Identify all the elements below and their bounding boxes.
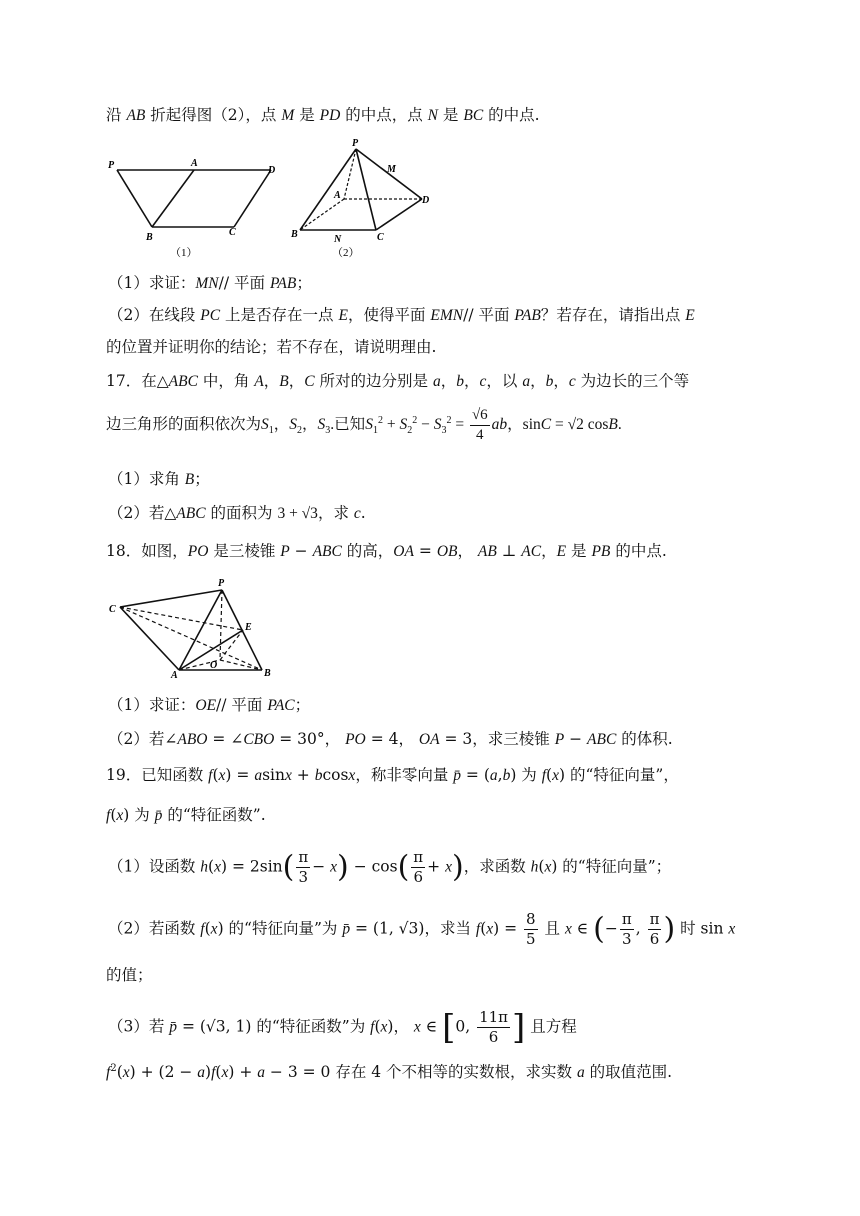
fig1-label-P: P <box>108 160 115 171</box>
q19-part3: （3）若 p̄ = (√3, 1) 的“特征函数”为 f(x)， x ∈ [0, $\frac{11\pi}{6}$ ] 且方程 <box>108 1007 577 1048</box>
q19-part2: （2）若函数 f(x) 的“特征向量”为 p̄ = (1, √3)，求当 f(x) = $\frac{8}{5}$ 且 x ∈ (− $\frac{\pi}{3}$ , $\frac{\pi}{6}$ ) 时 sin x <box>108 910 736 948</box>
fraction-sqrt6-over-4: $\frac{√6}{4}$ <box>471 407 488 443</box>
fig1-label-D: D <box>268 165 276 176</box>
fig2-label-B: B <box>291 229 298 240</box>
fig18-label-C: C <box>109 604 116 615</box>
fig2-label-N: N <box>334 234 342 245</box>
q19-part3-end: $f^2(x) + (2 - a)f(x) + a - 3 = 0$ 存在 4 个不相等的实数根，求实数 a 的取值范围. <box>106 1063 673 1082</box>
fig18-label-P: P <box>218 578 225 589</box>
q16-part2-line1: （2）在线段 PC 上是否存在一点 E，使得平面 EMN// 平面 PAB？若存在，请指出点 E <box>108 306 695 324</box>
fig2-label-A: A <box>334 190 341 201</box>
fig2-label-P: P <box>352 138 359 149</box>
q19-stem-line2: f(x) 为 p̄ 的“特征函数”. <box>106 806 266 824</box>
fig2-label-D: D <box>422 195 430 206</box>
q17-stem-line2: 边三角形的面积依次为$S_1$，$S_2$，$S_3$.已知$S_1^2 + S_2^2 - S_3^2$ = $\frac{√6}{4}$ ab，sinC = √2 cosB. <box>106 407 622 443</box>
intro-line: 沿 AB 折起得图（2），点 M 是 PD 的中点，点 N 是 BC 的中点. <box>106 106 540 124</box>
q17-stem-line2-prefix: 边三角形的面积依次为 <box>106 415 262 434</box>
q19-part1: （1）设函数 h(x) = 2sin( $\frac{\pi}{3}$ − x) − cos( $\frac{\pi}{6}$ + x)，求函数 h(x) 的“特征向量”； <box>108 848 672 886</box>
fig1-label-C: C <box>229 227 236 238</box>
fig2-label-C: C <box>377 232 384 243</box>
q18-part1: （1）求证：OE// 平面 PAC； <box>108 696 311 714</box>
q18-part2: （2）若∠ABO = ∠CBO = 30°， PO = 4， OA = 3，求三棱锥 P − ABC 的体积. <box>108 730 673 748</box>
q17-stem-line1: 17．在△ABC 中，角 A，B，C 所对的边分别是 a，b，c，以 a，b，c 为边长的三个等 <box>106 372 690 390</box>
fig18-label-A: A <box>171 670 178 680</box>
figure-2 <box>300 149 422 230</box>
q16-part2-line2: 的位置并证明你的结论；若不存在，请说明理由. <box>106 338 437 356</box>
figure-1 <box>117 170 271 227</box>
fig18-label-O: O <box>210 660 218 671</box>
fig2-label-M: M <box>387 164 396 175</box>
q16-part1: （1）求证：MN// 平面 PAB； <box>108 274 312 292</box>
folding-figures <box>100 132 440 260</box>
q19-part2-end: 的值； <box>106 966 153 984</box>
fig1-label-A: A <box>191 158 198 169</box>
fig1-label-B: B <box>146 232 153 243</box>
pyramid-figure <box>100 576 280 680</box>
q18-stem: 18．如图，PO 是三棱锥 P − ABC 的高，OA = OB， AB ⊥ AC，E 是 PB 的中点. <box>106 542 667 560</box>
fig1-caption: （1） <box>170 247 198 259</box>
fig18-label-B: B <box>264 668 271 679</box>
q17-part2: （2）若△ABC 的面积为 3 + √3，求 c. <box>108 504 366 522</box>
pyramid-edges <box>120 590 262 670</box>
fig18-label-E: E <box>245 622 252 633</box>
q17-part1: （1）求角 B； <box>108 470 210 488</box>
fig2-caption: （2） <box>332 247 360 259</box>
q19-stem-line1: 19．已知函数 f(x) = asinx + bcosx，称非零向量 p̄ = (a,b) 为 f(x) 的“特征向量”， <box>106 766 679 784</box>
